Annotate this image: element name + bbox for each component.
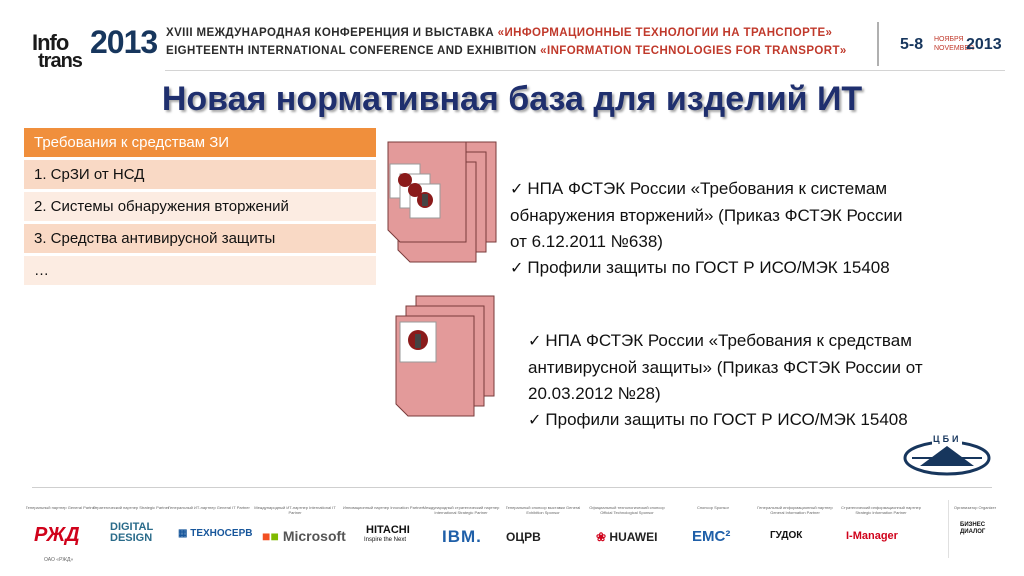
hitachi-logo: HITACHI [366,524,410,536]
table-row: … [24,256,376,286]
conference-title-ru [166,27,832,39]
sponsor-caption: Генеральный информационный партнер General Information Partner [757,505,833,515]
block1-line4: Профили защиты по ГОСТ Р ИСО/МЭК 15408 [527,258,890,277]
sponsor-caption: Генеральный спонсор выставки General Exhibition Sponsor [505,505,581,515]
document-stack-icon [378,140,508,270]
imanager-logo: I-Manager [846,530,898,542]
microsoft-label: Microsoft [282,528,346,544]
requirements-table-header: Требования к средствам ЗИ [24,128,376,158]
block2-line1: НПА ФСТЭК России «Требования к средствам [545,331,912,350]
sponsor-caption: Международный стратегический партнер International Strategic Partner [422,505,500,515]
digital-design-logo: DIGITAL DESIGN [110,521,153,544]
block2-line4: Профили защиты по ГОСТ Р ИСО/МЭК 15408 [545,410,908,429]
requirements-block-1 [510,176,990,282]
rzd-sub: ОАО «РЖД» [44,557,74,563]
check-icon: ✓ [528,412,542,429]
document-stack-graphic [386,294,516,424]
microsoft-logo: ■■ Microsoft [262,528,346,544]
sponsor-caption: Генеральный ИТ-партнер General IT Partner [168,505,250,510]
header-divider [877,22,879,66]
conference-title-en [166,45,847,57]
dates-year: 2013 [966,36,1002,53]
huawei-logo: ❀ HUAWEI [596,530,658,544]
dates-days: 5-8 [900,36,924,53]
business-dialog-logo: БИЗНЕС ДИАЛОГ [960,522,986,535]
infotrans-logo [32,20,158,76]
gudok-logo: ГУДОК [770,530,803,541]
technoserv-label: ТЕХНОСЕРВ [190,528,253,539]
sponsor-caption: Стратегический информационный партнер Strategic Information Partner [841,505,921,515]
conf-en-highlight: «INFORMATION TECHNOLOGIES FOR TRANSPORT» [540,45,847,57]
sponsor-caption: Международный ИТ-партнер International IT Partner [254,505,336,515]
check-icon: ✓ [510,260,524,277]
conference-dates [900,34,1000,58]
document-stack-icon [386,294,516,424]
sponsor-caption: Стратегический партнер Strategic Partner [92,505,170,510]
cbi-logo [902,436,992,476]
block1-line2: обнаружения вторжений» (Приказ ФСТЭК России [510,206,903,225]
check-icon: ✓ [510,181,524,198]
sponsor-caption: Спонсор Sponsor [697,505,729,510]
conf-en-prefix: EIGHTEENTH INTERNATIONAL CONFERENCE AND EXHIBITION [166,45,537,57]
block1-line1: НПА ФСТЭК России «Требования к системам [527,179,888,198]
header-rule [165,70,1005,71]
block2-line2: антивирусной защиты» (Приказ ФСТЭК России от [528,358,923,377]
footer-rule [32,487,992,488]
cbi-logo-text: ЦБИ [933,434,962,444]
block1-line3: от 6.12.2011 №638) [510,232,663,251]
sponsor-caption: Организатор Organizer [953,505,997,510]
sponsor-caption: Официальный технологический спонсор Official Technological Sponsor [589,505,665,515]
dates-month-en: NOVEMBER [934,45,975,52]
logo-info-text: Info [32,30,69,55]
ibm-logo: IBM. [442,527,482,546]
huawei-label: HUAWEI [609,530,658,544]
table-row: 2. Системы обнаружения вторжений [24,192,376,222]
hitachi-sub: Inspire the Next [364,537,407,543]
logo-trans-text: trans [38,50,82,72]
dates-month-ru: НОЯБРЯ [934,36,964,43]
ocrv-logo: ОЦРВ [506,530,541,544]
rzd-logo: РЖД [34,524,80,546]
table-row: 3. Средства антивирусной защиты [24,224,376,254]
emc-logo: EMC² [692,528,731,545]
block2-line3: 20.03.2012 №28) [528,384,661,403]
check-icon: ✓ [528,333,542,350]
slide-title: Новая нормативная база для изделий ИТ [161,80,863,118]
conf-ru-prefix: XVIII МЕЖДУНАРОДНАЯ КОНФЕРЕНЦИЯ И ВЫСТАВКА [166,27,495,39]
sponsor-caption: Инновационный партнер Innovation Partner [342,505,424,510]
table-row: 1. СрЗИ от НСД [24,160,376,190]
document-stack-graphic [378,140,508,270]
conf-ru-highlight: «ИНФОРМАЦИОННЫЕ ТЕХНОЛОГИИ НА ТРАНСПОРТЕ» [497,27,833,39]
requirements-block-2 [528,328,1008,434]
technoserv-logo: ▦ ТЕХНОСЕРВ [178,528,253,539]
logo-year-text: 2013 [90,24,158,60]
sponsor-caption: Генеральный партнер General Partner [25,505,97,510]
